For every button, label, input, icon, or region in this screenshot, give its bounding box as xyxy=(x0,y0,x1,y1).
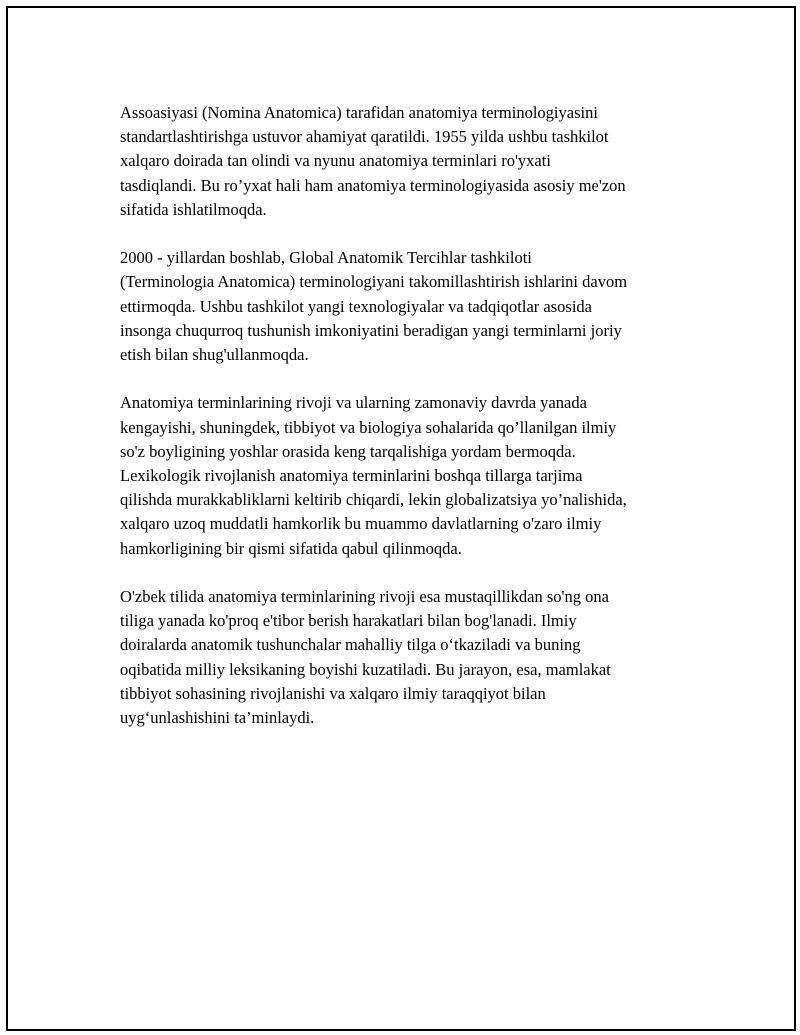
text-line: qilishda murakkabliklarni keltirib chiqardi, lekin globalizatsiya yo’nalishida, xyxy=(120,490,627,510)
text-line: doiralarda anatomik tushunchalar mahalliy tilga o‘tkaziladi va buning xyxy=(120,635,581,655)
text-line: xalqaro doirada tan olindi va nyunu anatomiya terminlari ro'yxati xyxy=(120,151,551,171)
text-line: insonga chuqurroq tushunish imkoniyatini beradigan yangi terminlarni joriy xyxy=(120,320,622,340)
text-line: tasdiqlandi. Bu ro’yxat hali ham anatomiya terminologiyasida asosiy me'zon xyxy=(120,175,626,195)
paragraph xyxy=(120,246,700,367)
text-line: ettirmoqda. Ushbu tashkilot yangi texnologiyalar va tadqiqotlar asosida xyxy=(120,296,592,316)
text-line: sifatida ishlatilmoqda. xyxy=(120,199,267,219)
text-line: tiliga yanada ko'proq e'tibor berish harakatlari bilan bog'lanadi. Ilmiy xyxy=(120,611,577,631)
text-line: xalqaro uzoq muddatli hamkorlik bu muammo davlatlarning o'zaro ilmiy xyxy=(120,514,602,534)
text-line: uyg‘unlashishini ta’minlaydi. xyxy=(120,708,315,728)
text-line: hamkorligining bir qismi sifatida qabul qilinmoqda. xyxy=(120,538,462,558)
text-line: tibbiyot sohasining rivojlanishi va xalqaro ilmiy taraqqiyot bilan xyxy=(120,683,546,703)
text-line: so'z boyligining yoshlar orasida keng tarqalishiga yordam bermoqda. xyxy=(120,441,576,461)
document-body xyxy=(120,101,700,754)
paragraph xyxy=(120,585,700,730)
text-line: Anatomiya terminlarining rivoji va ularning zamonaviy davrda yanada xyxy=(120,393,587,413)
text-line: oqibatida milliy leksikaning boyishi kuzatiladi. Bu jarayon, esa, mamlakat xyxy=(120,659,611,679)
paragraph xyxy=(120,391,700,560)
text-line: (Terminologia Anatomica) terminologiyani takomillashtirish ishlarini davom xyxy=(120,272,628,292)
page-frame xyxy=(6,6,796,1031)
text-line: kengayishi, shuningdek, tibbiyot va biologiya sohalarida qo’llanilgan ilmiy xyxy=(120,417,617,437)
text-line: O'zbek tilida anatomiya terminlarining rivoji esa mustaqillikdan so'ng ona xyxy=(120,587,609,607)
text-line: standartlashtirishga ustuvor ahamiyat qaratildi. 1955 yilda ushbu tashkilot xyxy=(120,127,609,147)
paragraph xyxy=(120,101,700,222)
text-line: etish bilan shug'ullanmoqda. xyxy=(120,345,309,365)
text-line: 2000 - yillardan boshlab, Global Anatomik Tercihlar tashkiloti xyxy=(120,248,532,268)
text-line: Assoasiyasi (Nomina Anatomica) tarafidan anatomiya terminologiyasini xyxy=(120,103,598,122)
text-line: Lexikologik rivojlanish anatomiya terminlarini boshqa tillarga tarjima xyxy=(120,466,583,486)
